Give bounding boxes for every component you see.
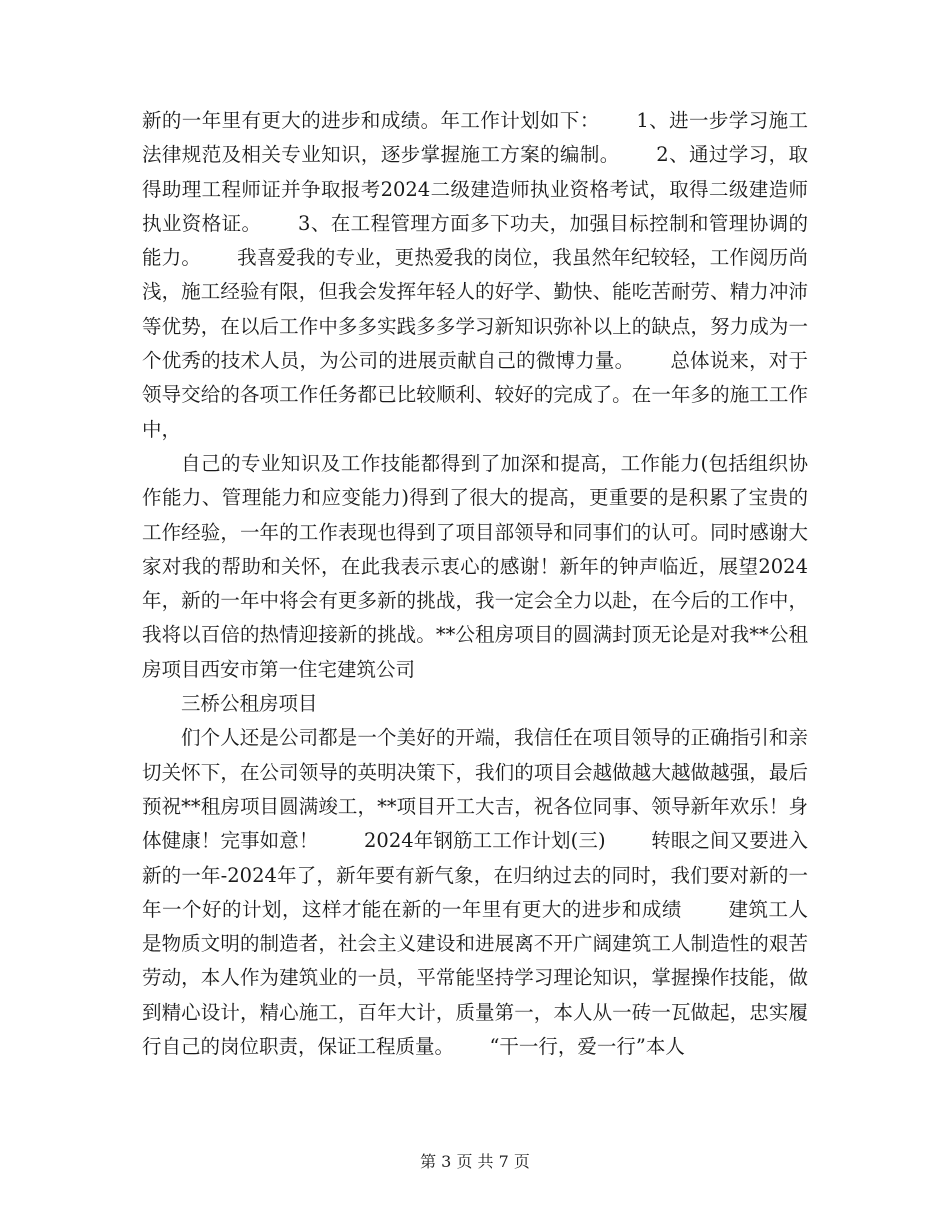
- page-number-footer: 第 3 页 共 7 页: [420, 1152, 530, 1171]
- paragraph-work-plan: 新的一年里有更大的进步和成绩。年工作计划如下： 1、进一步学习施工法律规范及相关专业知识，逐步掌握施工方案的编制。 2、通过学习，取得助理工程师证并争取报考2024二级建造师执业资格考试，取得二级建造师执业资格证。 3、在工程管理方面多下功夫，加强目标控制和管理协调的能力。 我喜爱我的专业，更热爱我的岗位，我虽然年纪较轻，工作阅历尚浅，施工经验有限，但我会发挥年轻人的好学、勤快、能吃苦耐劳、精力冲沛等优势，在以后工作中多多实践多多学习新知识弥补以上的缺点，努力成为一个优秀的技术人员，为公司的进展贡献自己的微博力量。 总体说来，对于领导交给的各项工作任务都已比较顺利、较好的完成了。在一年多的施工工作中，: [142, 109, 808, 441]
- document-body: [142, 104, 808, 1064]
- paragraph-achievements: 自己的专业知识及工作技能都得到了加深和提高，工作能力(包括组织协作能力、管理能力和应变能力)得到了很大的提高，更重要的是积累了宝贵的工作经验，一年的工作表现也得到了项目部领导和同事们的认可。同时感谢大家对我的帮助和关怀，在此我表示衷心的感谢！新年的钟声临近，展望2024年，新的一年中将会有更多新的挑战，我一定会全力以赴，在今后的工作中，我将以百倍的热情迎接新的挑战。**公租房项目的圆满封顶无论是对我**公租房项目西安市第一住宅建筑公司: [142, 451, 808, 681]
- paragraph-project-name: 三桥公租房项目: [181, 692, 318, 716]
- paragraph-wishes-and-plan: 们个人还是公司都是一个美好的开端，我信任在项目领导的正确指引和亲切关怀下，在公司领导的英明决策下，我们的项目会越做越大越做越强，最后预祝**租房项目圆满竣工，**项目开工大吉，祝各位同事、领导新年欢乐！身体健康！完事如意！ 2024年钢筋工工作计划(三) 转眼之间又要进入新的一年-2024年了，新年要有新气象，在归纳过去的同时，我们要对新的一年一个好的计划，这样才能在新的一年里有更大的进步和成绩 建筑工人是物质文明的制造者，社会主义建设和进展离不开广阔建筑工人制造性的艰苦劳动，本人作为建筑业的一员，平常能坚持学习理论知识，掌握操作技能，做到精心设计，精心施工，百年大计，质量第一，本人从一砖一瓦做起，忠实履行自己的岗位职责，保证工程质量。 “干一行，爱一行”本人: [142, 726, 808, 1059]
